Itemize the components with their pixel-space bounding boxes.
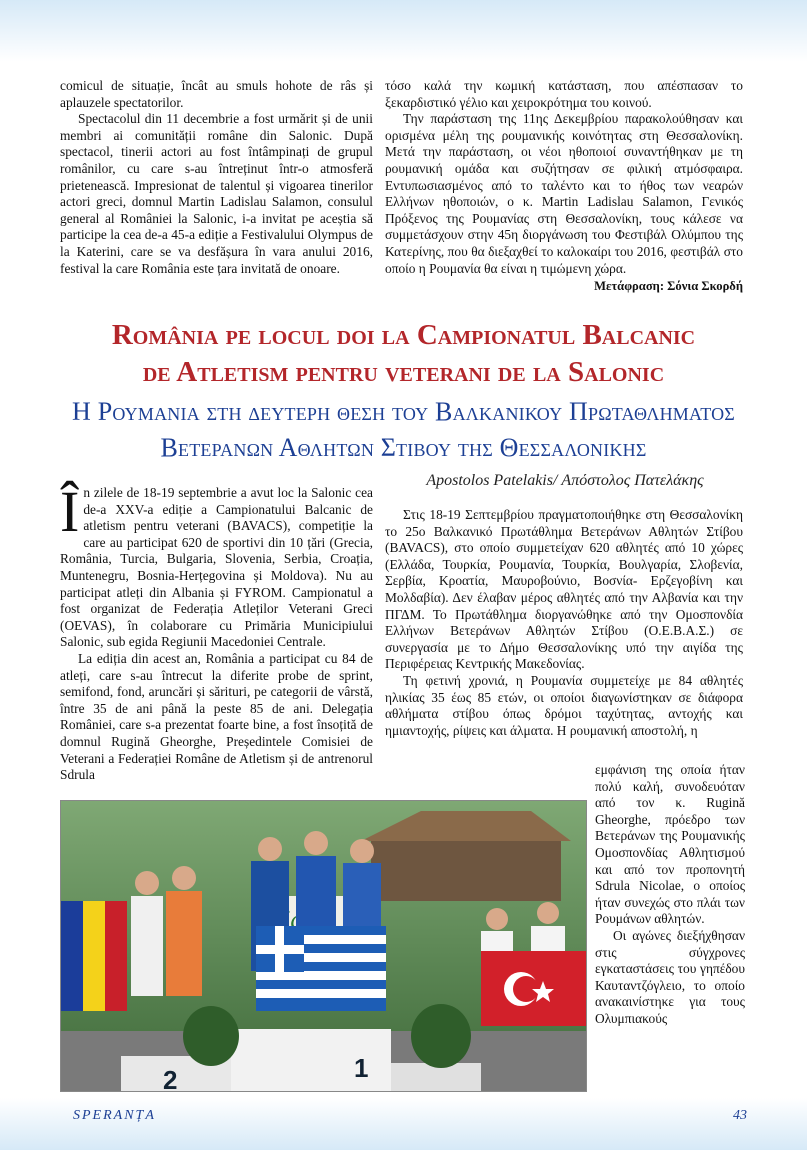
greek-side-column — [595, 762, 745, 1028]
page-number: 43 — [733, 1108, 747, 1123]
gr-side-paragraph-continued: εμφάνιση της οποία ήταν πολύ καλή, συνοδευόταν από τον κ. Rugină Gheorghe, πρόεδρο των Βετεράνων της Ρουμανικής Ομοσπονδίας Αθλητισμού και από τον προπονητή Sdrula Nicolae, ο οποίος ήταν συνεχώς στο πλάι των Ρουμάνων αθλητών. — [595, 762, 745, 927]
athlete-right-1-head — [486, 908, 508, 930]
podium-number-2: 2 — [163, 1065, 178, 1091]
athlete-left-2 — [166, 891, 202, 996]
title-romanian-line-2: de Atletism pentru veterani de la Salonic — [142, 356, 665, 388]
bottom-band — [0, 1098, 807, 1150]
magazine-name: SPERANȚA — [73, 1108, 156, 1123]
athlete-left-1-head — [135, 871, 159, 895]
athlete-left-1 — [131, 896, 163, 996]
turkish-flag — [481, 951, 586, 1026]
athlete-right-2-head — [537, 902, 559, 924]
translator-credit: Μετάφραση: Σόνια Σκορδή — [594, 279, 743, 294]
ro-article-paragraph-2: La ediția din acest an, România a participat cu 84 de atleți, care s-au întrecut la diferite probe de sprint, semifond, fond, aruncări și sărituri, pe categorii de vârstă, între 35 de ani până la peste 85 de ani. Delegația României, care s-a prezentat foarte bine, a fost însoțită de domnul Rugină Gheorghe, Președintele Comisiei de Veterani a Federației Române de Atletism și de antrenorul Sdrula — [60, 650, 373, 783]
podium-number-1: 1 — [354, 1053, 369, 1083]
gr-top-paragraph-1: τόσο καλά την κωμική κατάσταση, που απέσπασαν το ξεκαρδιστικό γέλιο και χειροκρότημα του κοινού. — [385, 78, 743, 110]
romanian-flag-yellow — [83, 901, 105, 1011]
plant-left — [183, 1006, 239, 1066]
romanian-flag-blue — [61, 901, 83, 1011]
pavilion — [371, 841, 561, 901]
greek-top-column — [385, 78, 743, 295]
romanian-article-column — [60, 479, 373, 784]
drop-cap: Î — [60, 479, 80, 544]
title-greek-line-2: Βετερανων Αθλητων Στιβου της Θεσσαλονικης — [160, 433, 647, 462]
athlete-left-2-head — [172, 866, 196, 890]
plant-right — [411, 1004, 471, 1068]
athlete-center-3-head — [350, 839, 374, 863]
romanian-top-column — [60, 78, 373, 277]
gr-side-paragraph-3: Οι αγώνες διεξήχθησαν στις σύγχρονες εγκαταστάσεις του γηπέδου Καυταντζόγλειο, το οποίο ανακαινίστηκε για τους Ολυμπιακούς — [595, 927, 745, 1026]
gr-article-paragraph-1: Στις 18-19 Σεπτεμβρίου πραγματοποιήθηκε στη Θεσσαλονίκη το 25ο Βαλκανικό Πρωτάθλημα Βετεράνων Αθλητών Στίβου (BAVACS), στο οποίο συμμετείχαν 620 αθλητές από 10 χώρες (Ελλάδα, Τουρκία, Ρουμανία, Τουρκία, Βουλγαρία, Σλοβενία, Σερβία, Κροατία, Μαυροβούνιο, Βοσνία- Ερζεγοβίνη και Μολδαβία). Δεν έλαβαν μέρος αθλητές από την Αλβανία και την ΠΓΔΜ. Το Πρωτάθλημα διοργανώθηκε από την Ομοσπονδία Ελλήνων Βετεράνων Αθλητών Στίβου (Ο.Ε.Β.Α.Σ.) σε συνεργασία με το Δήμο Θεσσαλονίκης υπό την αιγίδα της Περιφέρειας Κεντρικής Μακεδονίας. — [385, 507, 743, 672]
ro-article-paragraph-1-text: n zilele de 18-19 septembrie a avut loc la Salonic cea de-a XXV-a ediție a Campionatului Balcanic de atletism pentru veterani (BAVACS), competiție la care au participat 620 de sportivi din 10 țări (Grecia, România, Turcia, Bulgaria, Slovenia, Serbia, Croația, Muntenegru, Bosnia-Herțegovina și Moldova). Nu au participat atleți din Albania și FYROM. Campionatul a fost organizat de Federația Atleților Veterani Greci (OEVAS), în colaborare cu Primăria Municipiului Salonic, sub egida Regiunii Macedoniei Centrale. — [60, 485, 373, 650]
athlete-center-2-head — [304, 831, 328, 855]
title-romanian-line-1: România pe locul doi la Campionatul Balcanic — [111, 319, 696, 351]
gr-top-paragraph-2: Την παράσταση της 11ης Δεκεμβρίου παρακολούθησαν και ορισμένα μέλη της ρουμανικής κοινότητας στη Θεσσαλονίκη. Μετά την παράσταση, οι νέοι ηθοποιοί συναντήθηκαν με τη ρουμανική ομάδα και συζήτησαν σε φιλική ατμόσφαιρα. Εντυπωσιασμένος από το ταλέντο και το ήθος των νεαρών Ελλήνων ηθοποιών, ο κ. Martin Ladislau Salamon, Γενικός Πρόξενος της Ρουμανίας στη Θεσσαλονίκη, τους κάλεσε να συμμετάσχουν στην 45η διοργάνωση του Φεστιβάλ Ολύμπου της Κατερίνης, που θα διεξαχθεί το καλοκαίρι του 2016, φεστιβάλ στο οποίο η Ρουμανία θα είναι η τιμώμενη χώρα. — [385, 111, 743, 276]
title-greek-line-1: Η Ρουμανια στη δευτερη θεση του Βαλκανικου Πρωταθληματος — [72, 397, 735, 426]
ro-article-paragraph-1 — [60, 479, 373, 651]
greek-flag — [256, 926, 386, 1011]
top-band — [0, 0, 807, 62]
greek-article-column — [385, 507, 743, 739]
ro-top-paragraph-1: comicul de situație, încât au smuls hohote de râs și aplauzele spectatorilor. — [60, 78, 373, 110]
ro-top-paragraph-2: Spectacolul din 11 decembrie a fost urmărit și de unii membri ai comunității române din Salonic. După spectacol, tinerii actori au fost întâmpinați de grupul românilor, cu care s-au întreținut într-o atmosferă prietenească. Impresionat de talentul și vigoarea tinerilor actori greci, domnul Martin Ladislau Salamon, consulul general al României la Salonic, i-a invitat pe aceștia să participe la cea de-a 45-a ediție a Festivalului Olympus de la Katerini, care se va desfășura în vara anului 2016, festival la care România este țara invitată de onoare. — [60, 111, 373, 276]
article-author: Apostolos Patelakis/ Απόστολος Πατελάκης — [426, 472, 704, 489]
podium-photo — [60, 800, 587, 1092]
athlete-center-1-head — [258, 837, 282, 861]
gr-article-paragraph-2: Τη φετινή χρονιά, η Ρουμανία συμμετείχε με 84 αθλητές ηλικίας 35 έως 85 ετών, οι οποίοι διαγωνίστηκαν σε διάφορα αθλήματα στίβου όπως δρόμοι ταχύτητας, αντοχής και ημιαντοχής, ρίψεις και άλματα. Η ρουμανική αποστολή, η — [385, 672, 743, 738]
romanian-flag-red — [105, 901, 127, 1011]
